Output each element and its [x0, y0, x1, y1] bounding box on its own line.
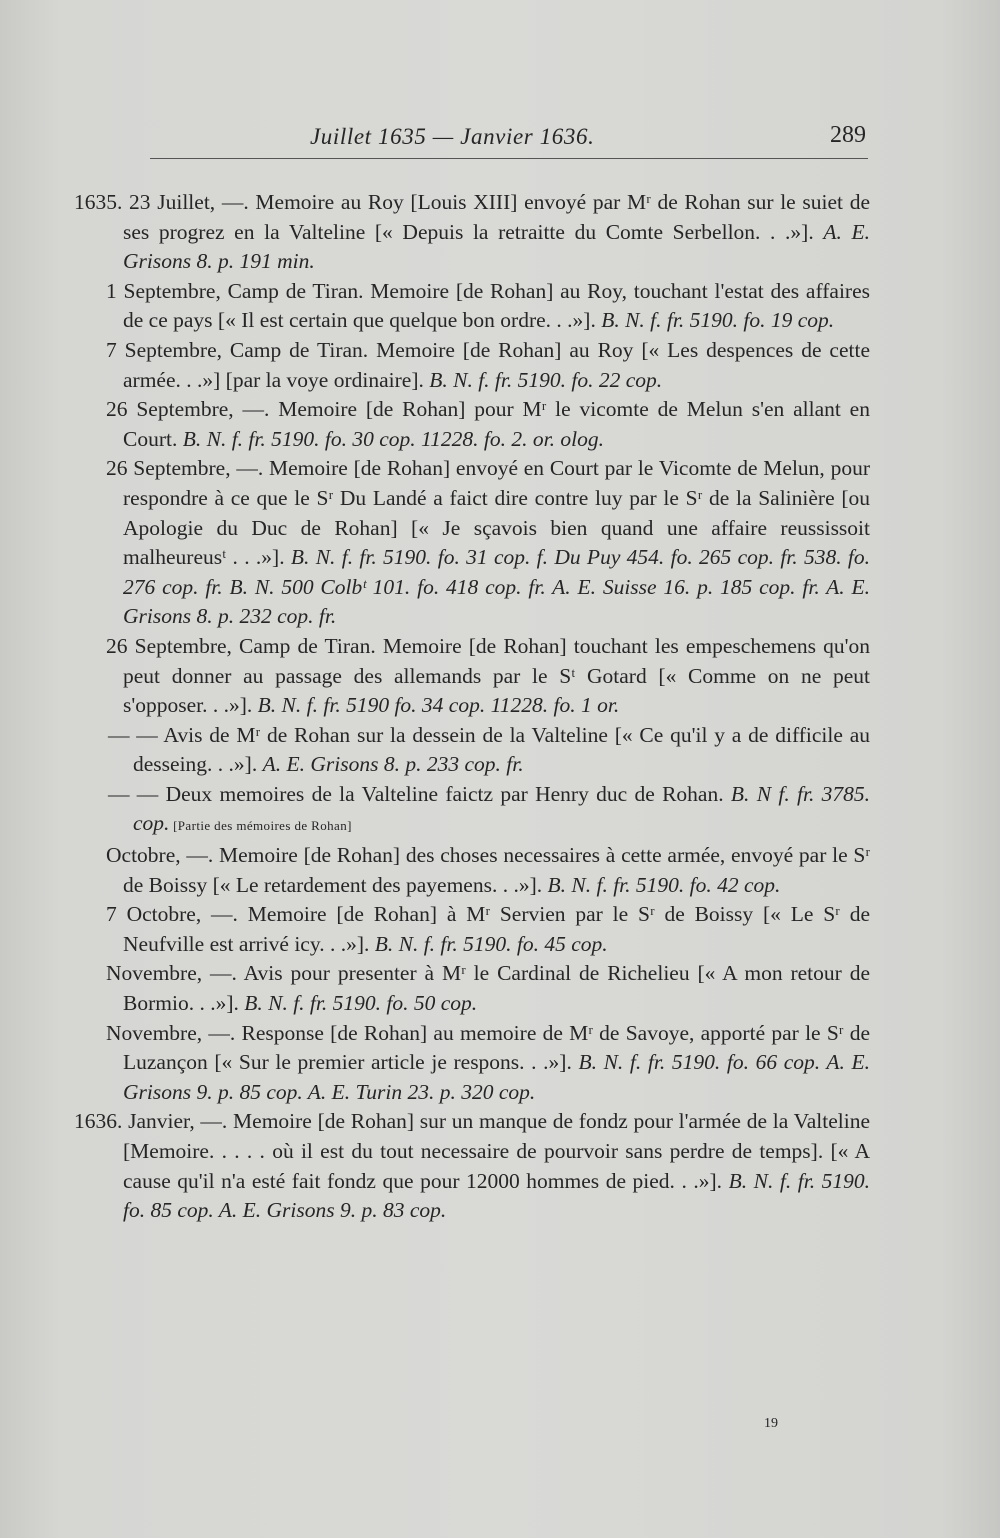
entry-source: B. N f. fr. 3785. cop.	[133, 781, 871, 836]
entry-source: B. N. f. fr. 5190. fo. 22 cop.	[429, 367, 663, 392]
entry-date: Novembre, —.	[106, 1020, 236, 1045]
entry-source: B. N. f. fr. 5190. fo. 30 cop. 11228. fo. 2. or. olog.	[182, 426, 604, 451]
entry-source: B. N. f. fr. 5190. fo. 31 cop. f. Du Puy 454. fo. 265 cop. fr. 538. fo. 276 cop. fr. B. N. 500 Colbᵗ 101. fo. 418 cop. fr. A. E. Suisse 16. p. 185 cop. fr. A. E. Grisons 8. p. 232 cop. fr.	[123, 545, 870, 629]
entry-13	[0, 1107, 870, 1225]
entry-text: Deux memoires de la Valteline faictz par Henry duc de Rohan.	[158, 781, 731, 806]
entry-11	[0, 959, 870, 1018]
entry-date: 1635. 23 Juillet, —.	[74, 190, 249, 214]
entry-date: — —	[108, 722, 158, 747]
entry-12	[0, 1019, 870, 1108]
running-header	[150, 120, 868, 159]
entry-text: Avis pour presenter à Mʳ le Cardinal de Richelieu [« A mon retour de Bormio. . .»].	[123, 961, 871, 1016]
entry-date: 26 Septembre, —.	[106, 456, 264, 481]
entry-6	[0, 632, 870, 721]
entry-text: Avis de Mʳ de Rohan sur la dessein de la Valteline [« Ce qu'il y a de difficile au desseing. . .»].	[133, 722, 871, 777]
entry-5	[0, 454, 870, 632]
entry-date: 7 Octobre, —.	[106, 902, 238, 927]
entry-date: 1636. Janvier, —.	[74, 1109, 228, 1134]
entry-note: [Partie des mémoires de Rohan]	[169, 818, 352, 834]
entry-date: 1 Septembre, Camp de Tiran.	[106, 278, 364, 303]
entry-date: 7 Septembre, Camp de Tiran.	[106, 337, 369, 362]
entry-text: Memoire [de Rohan] touchant les empeschemens qu'on peut donner au passage des allemands par le Sᵗ Gotard [« Comme on ne peut s'opposer. . .»].	[123, 633, 870, 718]
entry-text: Memoire [de Rohan] des choses necessaires à cette armée, envoyé par le Sʳ de Boissy [« Le retardement des payemens. . .»].	[123, 843, 871, 897]
entry-source: A. E. Grisons 8. p. 233 cop. fr.	[262, 752, 524, 777]
entry-text: Memoire [de Rohan] pour Mʳ le vicomte de Melun s'en allant en Court.	[123, 397, 870, 451]
entry-date: — —	[108, 781, 159, 806]
entry-source: B. N. f. fr. 5190. fo. 45 cop.	[374, 931, 608, 956]
entry-text: Memoire [de Rohan] sur un manque de fondz pour l'armée de la Valteline [Memoire. . . . . où il est du tout necessaire de pourvoir sans perdre de temps]. [« A cause qu'il n'a esté fait fondz que pour 12000 hommes de pied. . .»].	[123, 1109, 870, 1193]
entry-2	[0, 277, 870, 336]
entry-source: B. N. f. fr. 5190. fo. 85 cop. A. E. Grisons 9. p. 83 cop.	[123, 1168, 870, 1223]
entry-source: B. N. f. fr. 5190 fo. 34 cop. 11228. fo. 1 or.	[257, 693, 620, 718]
entry-text: Memoire [de Rohan] à Mʳ Servien par le Sʳ de Boissy [« Le Sʳ de Neufville est arrivé icy. . .»].	[123, 902, 870, 956]
running-title: Juillet 1635 — Janvier 1636.	[310, 124, 595, 149]
entry-text: Memoire au Roy [Louis XIII] envoyé par Mʳ de Rohan sur le suiet de ses progrez en la Valteline [« Depuis la retraitte du Comte Serbellon. . .»].	[123, 190, 870, 244]
page-number: 289	[830, 122, 866, 148]
entry-source: B. N. f. fr. 5190. fo. 50 cop.	[244, 991, 478, 1016]
entry-3	[0, 336, 870, 395]
calendar-entries	[0, 188, 1000, 1226]
entry-4	[0, 395, 870, 454]
entry-date: Octobre, —.	[106, 843, 214, 868]
entry-text: Memoire [de Rohan] au Roy, touchant l'estat des affaires de ce pays [« Il est certain que quelque bon ordre. . .»].	[123, 278, 870, 333]
entry-7	[0, 721, 870, 780]
entry-text: Memoire [de Rohan] au Roy [« Les despences de cette armée. . .»] [par la voye ordinaire].	[123, 337, 870, 392]
entry-text: Response [de Rohan] au memoire de Mʳ de Savoye, apporté par le Sʳ de Luzançon [« Sur le premier article je respons. . .»].	[123, 1020, 870, 1075]
entry-source: B. N. f. fr. 5190. fo. 42 cop.	[547, 872, 781, 897]
entry-date: 26 Septembre, Camp de Tiran.	[106, 633, 376, 658]
entry-source: A. E. Grisons 8. p. 191 min.	[123, 219, 870, 274]
entry-9	[0, 841, 870, 900]
entry-8	[0, 780, 870, 841]
entry-date: 26 Septembre, —.	[106, 397, 270, 422]
entry-source: B. N. f. fr. 5190. fo. 66 cop. A. E. Grisons 9. p. 85 cop. A. E. Turin 23. p. 320 cop.	[123, 1050, 870, 1104]
entry-text: Memoire [de Rohan] envoyé en Court par le Vicomte de Melun, pour respondre à ce que le Sʳ Du Landé a faict dire contre luy par le Sʳ de la Salinière [ou Apologie du Duc de Rohan] [« Je sçavois bien quand une affaire reussissoit malheureusᵗ . . .»].	[123, 456, 870, 570]
entry-1	[0, 188, 870, 277]
entry-10	[0, 900, 870, 959]
entry-source: B. N. f. fr. 5190. fo. 19 cop.	[601, 308, 835, 333]
signature-mark: 19	[764, 1416, 778, 1431]
entry-date: Novembre, —.	[106, 961, 237, 986]
